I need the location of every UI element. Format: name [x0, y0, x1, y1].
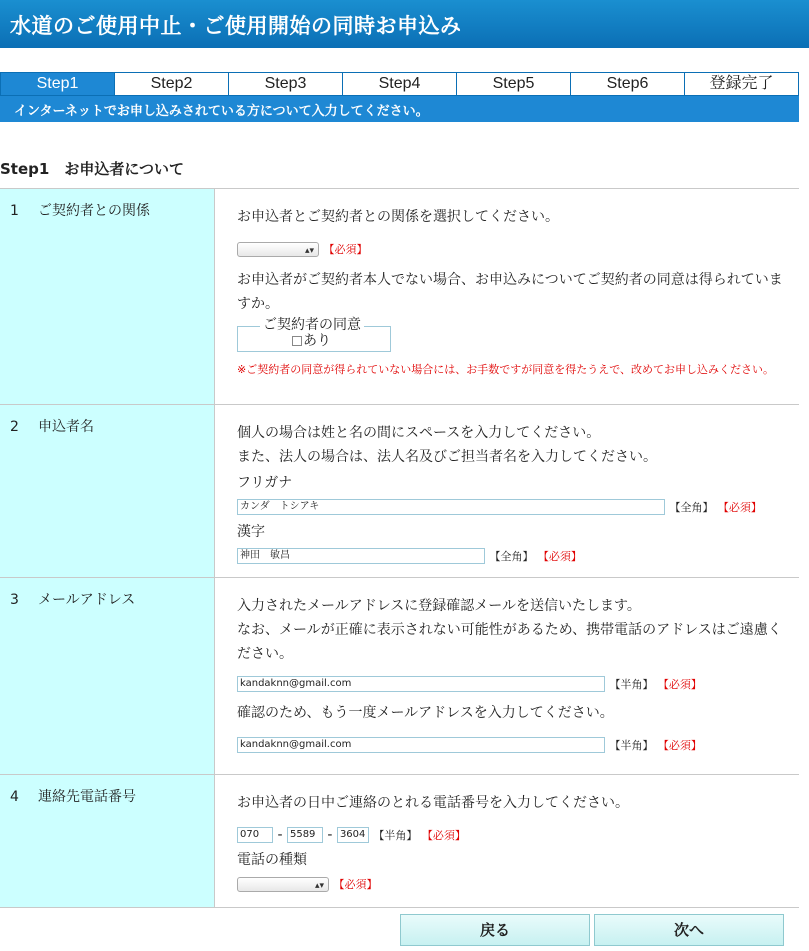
- email-label: 3 メールアドレス: [0, 578, 215, 774]
- step-6: Step6: [571, 73, 685, 95]
- relation-row: [0, 189, 799, 405]
- kanji-label: 漢字: [237, 524, 265, 540]
- phone-part2-input[interactable]: 5589: [287, 827, 323, 843]
- page-header: [0, 0, 809, 48]
- email-instruction-1: 入力されたメールアドレスに登録確認メールを送信いたします。: [237, 598, 641, 614]
- email-confirm-instruction: 確認のため、もう一度メールアドレスを入力してください。: [237, 705, 614, 721]
- name-instruction-1: 個人の場合は姓と名の間にスペースを入力してください。: [237, 425, 601, 441]
- phone-instruction: お申込者の日中ご連絡のとれる電話番号を入力してください。: [237, 795, 629, 811]
- consent-question: お申込者がご契約者本人でない場合、お申込みについてご契約者の同意は得られていますか。: [237, 272, 783, 312]
- email-input[interactable]: kandaknn@gmail.com: [237, 676, 605, 692]
- step-4: Step4: [343, 73, 457, 95]
- next-button[interactable]: 次へ: [594, 914, 784, 946]
- consent-fieldset: [237, 317, 391, 352]
- phone-label: 4 連絡先電話番号: [0, 775, 215, 907]
- step-3: Step3: [229, 73, 343, 95]
- kana-label: フリガナ: [237, 475, 293, 491]
- email-row: 3 メールアドレス 入力されたメールアドレスに登録確認メールを送信いたします。 なお、メールが正確に表示されない可能性があるため、携帯電話のアドレスはご遠慮ください。 kandaknn@gmail.com 【半角】 【必須】 確認のため、もう一度メールアドレスを入力してください。 kandaknn@gmail.com 【半角】 【必須】: [0, 578, 799, 775]
- phone-type-select[interactable]: [237, 877, 329, 892]
- name-instruction-2: また、法人の場合は、法人名及びご担当者名を入力してください。: [237, 449, 657, 465]
- step-indicator: [0, 72, 799, 96]
- relation-select[interactable]: [237, 242, 319, 257]
- phone-part1-input[interactable]: 070: [237, 827, 273, 843]
- kana-input[interactable]: カンダ トシアキ: [237, 499, 665, 515]
- step-1: Step1: [1, 73, 115, 95]
- step-complete: 登録完了: [685, 73, 798, 95]
- applicant-form: [0, 188, 799, 908]
- email-instruction-2: なお、メールが正確に表示されない可能性があるため、携帯電話のアドレスはご遠慮ください。: [237, 622, 782, 662]
- select-arrow-icon: ▴▾: [314, 880, 324, 891]
- step-2: Step2: [115, 73, 229, 95]
- page-title: 水道のご使用中止・ご使用開始の同時お申込み: [10, 14, 462, 38]
- name-row: 2 申込者名 個人の場合は姓と名の間にスペースを入力してください。 また、法人の場合は、法人名及びご担当者名を入力してください。 フリガナ カンダ トシアキ 【全角】 【必須】 漢字 神田 敏昌 【全角】 【必須】: [0, 405, 799, 578]
- consent-option-label: あり: [303, 333, 331, 349]
- select-arrow-icon: ▴▾: [304, 245, 314, 256]
- consent-warning: ※ご契約者の同意が得られていない場合には、お手数ですが同意を得たうえで、改めてお申し込みください。: [237, 363, 774, 376]
- required-badge: 【必須】: [323, 243, 368, 256]
- relation-instruction: お申込者とご契約者との関係を選択してください。: [237, 209, 559, 225]
- consent-checkbox[interactable]: [292, 336, 302, 346]
- phone-row: 4 連絡先電話番号 お申込者の日中ご連絡のとれる電話番号を入力してください。 070 - 5589 - 3604 【半角】 【必須】 電話の種類 ▴▾ 【必須】: [0, 775, 799, 908]
- section-title: Step1 お申込者について: [0, 160, 185, 178]
- name-label: 2 申込者名: [0, 405, 215, 577]
- email-confirm-input[interactable]: kandaknn@gmail.com: [237, 737, 605, 753]
- step-instruction-bar: インターネットでお申し込みされている方について入力してください。: [0, 96, 799, 122]
- kanji-input[interactable]: 神田 敏昌: [237, 548, 485, 564]
- phone-part3-input[interactable]: 3604: [337, 827, 369, 843]
- phone-type-label: 電話の種類: [237, 852, 307, 868]
- relation-label: 1 ご契約者との関係: [0, 189, 215, 404]
- back-button[interactable]: 戻る: [400, 914, 590, 946]
- consent-legend: ご契約者の同意: [260, 315, 364, 335]
- step-5: Step5: [457, 73, 571, 95]
